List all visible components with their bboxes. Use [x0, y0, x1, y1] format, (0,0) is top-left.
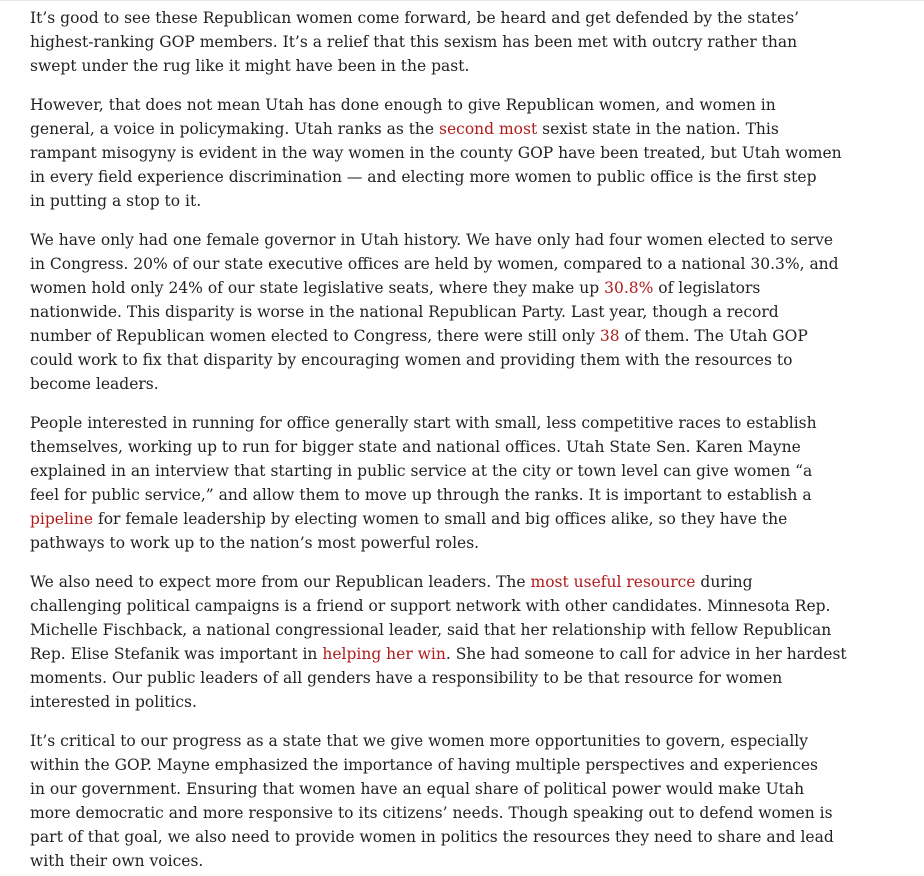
text-line	[30, 507, 845, 531]
text-line	[30, 666, 845, 690]
article-body	[30, 6, 845, 876]
text-segment: of legislators	[653, 279, 761, 297]
text-segment: during	[695, 573, 753, 591]
link-pipeline[interactable]: pipeline	[30, 510, 94, 528]
text-line	[30, 189, 845, 213]
text-segment: general, a voice in policymaking. Utah ranks as the	[30, 120, 440, 138]
article-paragraph	[30, 6, 845, 78]
text-line	[30, 618, 845, 642]
text-segment: highest-ranking GOP members. It’s a relief that this sexism has been met with outcry rather than	[30, 33, 798, 51]
text-line	[30, 411, 845, 435]
text-segment: within the GOP. Mayne emphasized the importance of having multiple perspectives and experiences	[30, 756, 818, 774]
text-segment: become leaders.	[30, 375, 159, 393]
link-second-most[interactable]: second most	[439, 120, 538, 138]
article-paragraph	[30, 93, 845, 213]
text-segment: number of Republican women elected to Congress, there were still only	[30, 327, 600, 345]
text-segment: themselves, working up to run for bigger state and national offices. Utah State Sen. Karen Mayne	[30, 438, 801, 456]
text-line	[30, 729, 845, 753]
text-line	[30, 594, 845, 618]
text-segment: It’s critical to our progress as a state that we give women more opportunities to govern, especially	[30, 732, 809, 750]
text-line	[30, 276, 845, 300]
text-line	[30, 531, 845, 555]
article-paragraph	[30, 729, 845, 873]
text-segment: We also need to expect more from our Republican leaders. The	[30, 573, 531, 591]
text-segment: However, that does not mean Utah has done enough to give Republican women, and women in	[30, 96, 776, 114]
text-line	[30, 93, 845, 117]
text-segment: feel for public service,” and allow them to move up through the ranks. It is important to establish a	[30, 486, 812, 504]
text-segment: for female leadership by electing women to small and big offices alike, so they have the	[93, 510, 788, 528]
text-segment: in putting a stop to it.	[30, 192, 202, 210]
text-segment: We have only had one female governor in Utah history. We have only had four women elected to serve	[30, 231, 833, 249]
text-line	[30, 777, 845, 801]
text-segment: women hold only 24% of our state legislative seats, where they make up	[30, 279, 605, 297]
text-line	[30, 141, 845, 165]
link-helping-her-win[interactable]: helping her win	[322, 645, 446, 663]
text-line	[30, 570, 845, 594]
text-segment: in every field experience discrimination — and electing more women to public office is the first step	[30, 168, 817, 186]
text-line	[30, 6, 845, 30]
text-segment: rampant misogyny is evident in the way women in the county GOP have been treated, but Utah women	[30, 144, 842, 162]
text-line	[30, 117, 845, 141]
text-line	[30, 165, 845, 189]
text-line	[30, 435, 845, 459]
article-paragraph	[30, 228, 845, 396]
text-line	[30, 825, 845, 849]
text-segment: sexist state in the nation. This	[537, 120, 779, 138]
text-line	[30, 324, 845, 348]
text-line	[30, 228, 845, 252]
text-segment: challenging political campaigns is a friend or support network with other candidates. Minnesota Rep.	[30, 597, 831, 615]
link-30-8[interactable]: 30.8%	[604, 279, 654, 297]
text-line	[30, 642, 845, 666]
article-paragraph	[30, 411, 845, 555]
text-segment: People interested in running for office generally start with small, less competitive races to establish	[30, 414, 817, 432]
text-line	[30, 801, 845, 825]
text-segment: It’s good to see these Republican women come forward, be heard and get defended by the states’	[30, 9, 800, 27]
text-line	[30, 252, 845, 276]
text-line	[30, 372, 845, 396]
text-segment: part of that goal, we also need to provide women in politics the resources they need to share and lead	[30, 828, 834, 846]
text-segment: nationwide. This disparity is worse in the national Republican Party. Last year, though a record	[30, 303, 779, 321]
text-line	[30, 459, 845, 483]
text-segment: . She had someone to call for advice in her hardest	[445, 645, 847, 663]
link-38[interactable]: 38	[599, 327, 620, 345]
text-segment: could work to fix that disparity by encouraging women and providing them with the resources to	[30, 351, 793, 369]
link-most-useful-resource[interactable]: most useful resource	[530, 573, 696, 591]
text-segment: explained in an interview that starting in public service at the city or town level can give women “a	[30, 462, 813, 480]
text-line	[30, 348, 845, 372]
text-line	[30, 54, 845, 78]
text-segment: more democratic and more responsive to its citizens’ needs. Though speaking out to defend women is	[30, 804, 833, 822]
text-line	[30, 753, 845, 777]
text-segment: Rep. Elise Stefanik was important in	[30, 645, 323, 663]
text-line	[30, 849, 845, 873]
article-paragraph	[30, 570, 845, 714]
text-line	[30, 300, 845, 324]
text-segment: interested in politics.	[30, 693, 197, 711]
text-segment: moments. Our public leaders of all genders have a responsibility to be that resource for women	[30, 669, 783, 687]
text-line	[30, 690, 845, 714]
text-segment: of them. The Utah GOP	[619, 327, 808, 345]
text-segment: swept under the rug like it might have been in the past.	[30, 57, 470, 75]
text-segment: in Congress. 20% of our state executive offices are held by women, compared to a national 30.3%, and	[30, 255, 839, 273]
text-segment: with their own voices.	[30, 852, 204, 870]
text-segment: Michelle Fischback, a national congressional leader, said that her relationship with fellow Republican	[30, 621, 832, 639]
text-line	[30, 483, 845, 507]
text-segment: pathways to work up to the nation’s most powerful roles.	[30, 534, 480, 552]
text-segment: in our government. Ensuring that women have an equal share of political power would make Utah	[30, 780, 805, 798]
text-line	[30, 30, 845, 54]
